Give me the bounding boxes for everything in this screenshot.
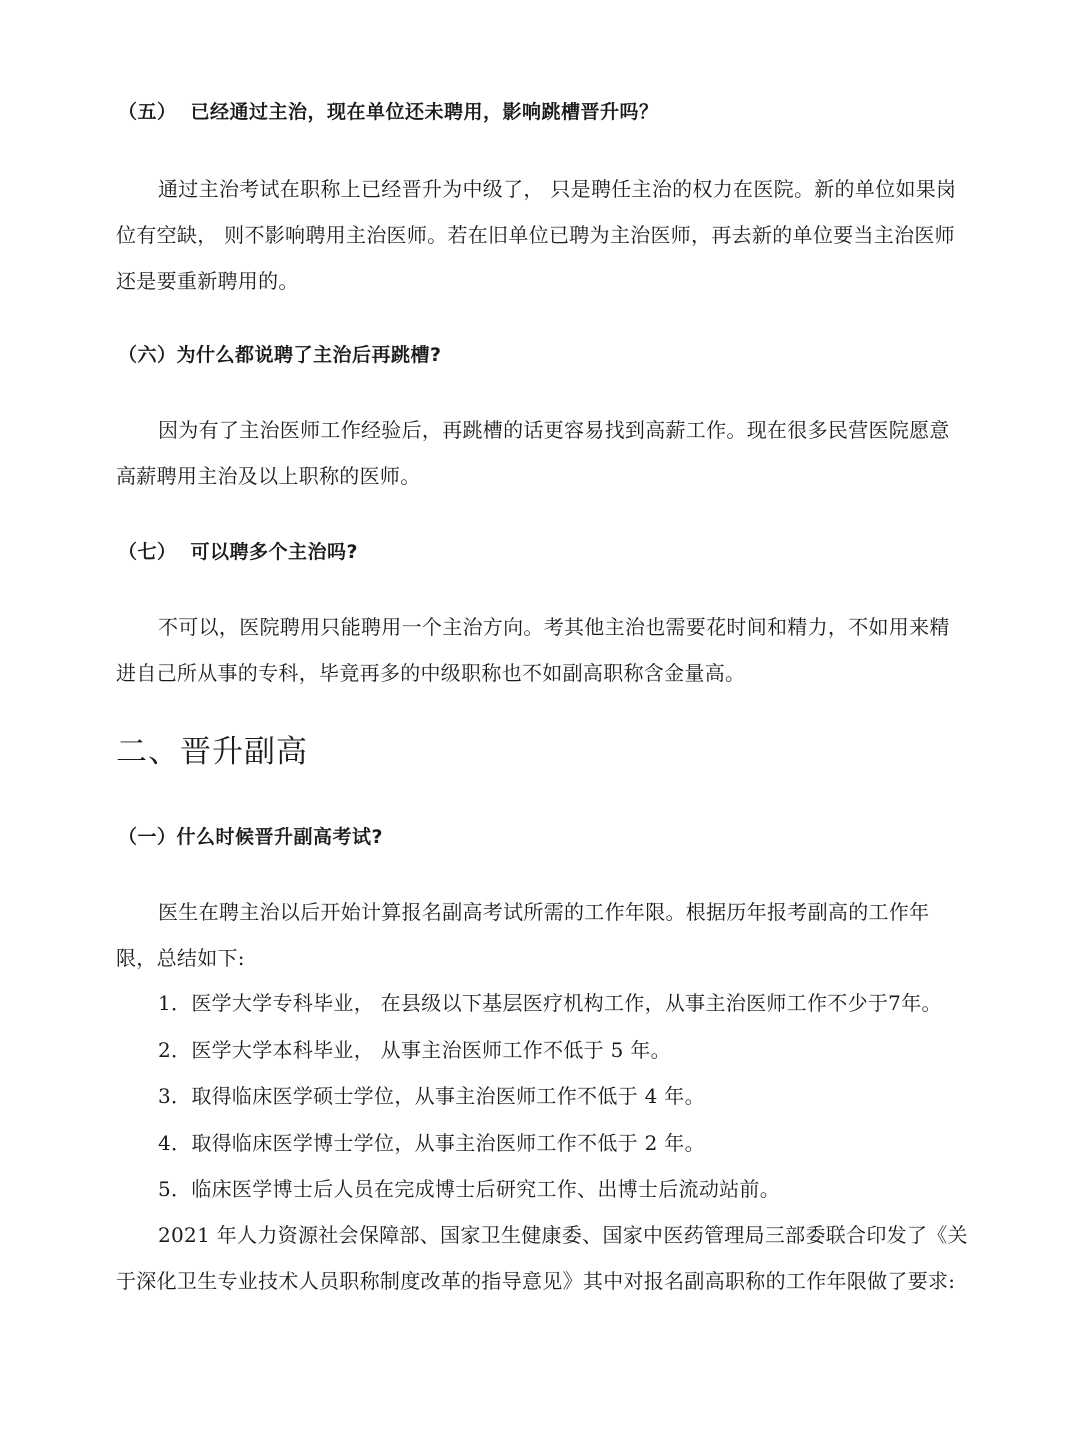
- section-6-body: 因为有了主治医师工作经验后，再跳槽的话更容易找到高薪工作。现在很多民营医院愿意高薪聘用主治及以上职称的医师。: [116, 418, 950, 488]
- section-6-paragraph: [116, 407, 968, 499]
- part-2-sub-1-intro-text: 医生在聘主治以后开始计算报名副高考试所需的工作年限。根据历年报考副高的工作年限，总结如下:: [116, 900, 930, 970]
- section-7-heading: [118, 538, 358, 566]
- list-item: 3．取得临床医学硕士学位，从事主治医师工作不低于 4 年。: [158, 1084, 705, 1108]
- list-item: 2．医学大学本科毕业， 从事主治医师工作不低于 5 年。: [158, 1038, 671, 1062]
- list-item: 1．医学大学专科毕业， 在县级以下基层医疗机构工作，从事主治医师工作不少于7年。: [158, 991, 942, 1015]
- part-2-sub-1-heading: （一）什么时候晋升副高考试?: [118, 826, 384, 848]
- section-7-paragraph: [116, 604, 968, 696]
- section-7-question: 可以聘多个主治吗?: [190, 541, 359, 563]
- list-item: 5．临床医学博士后人员在完成博士后研究工作、出博士后流动站前。: [158, 1177, 781, 1201]
- part-2-sub-1-intro: [116, 889, 968, 981]
- list-item: 4．取得临床医学博士学位，从事主治医师工作不低于 2 年。: [158, 1131, 705, 1155]
- section-5-question: 已经通过主治，现在单位还未聘用，影响跳槽晋升吗？: [190, 101, 659, 123]
- part-2-heading: 二、晋升副高: [116, 734, 308, 770]
- section-7-number: （七）: [118, 541, 177, 563]
- section-7-body: 不可以，医院聘用只能聘用一个主治方向。考其他主治也需要花时间和精力，不如用来精进自己所从事的专科，毕竟再多的中级职称也不如副高职称含金量高。: [116, 615, 950, 685]
- section-5-body: 通过主治考试在职称上已经晋升为中级了， 只是聘任主治的权力在医院。新的单位如果岗位有空缺， 则不影响聘用主治医师。若在旧单位已聘为主治医师，再去新的单位要当主治医师还是要重新聘用的。: [116, 177, 957, 293]
- part-2-sub-1-closing: [116, 1212, 968, 1304]
- section-5-number: （五）: [118, 101, 177, 123]
- part-2-sub-1-closing-text: 2021 年人力资源社会保障部、国家卫生健康委、国家中医药管理局三部委联合印发了《关于深化卫生专业技术人员职称制度改革的指导意见》其中对报名副高职称的工作年限做了要求:: [116, 1223, 968, 1293]
- section-5-paragraph: [116, 166, 968, 304]
- section-5-heading: [118, 98, 659, 126]
- section-6-heading: （六）为什么都说聘了主治后再跳槽?: [118, 344, 442, 366]
